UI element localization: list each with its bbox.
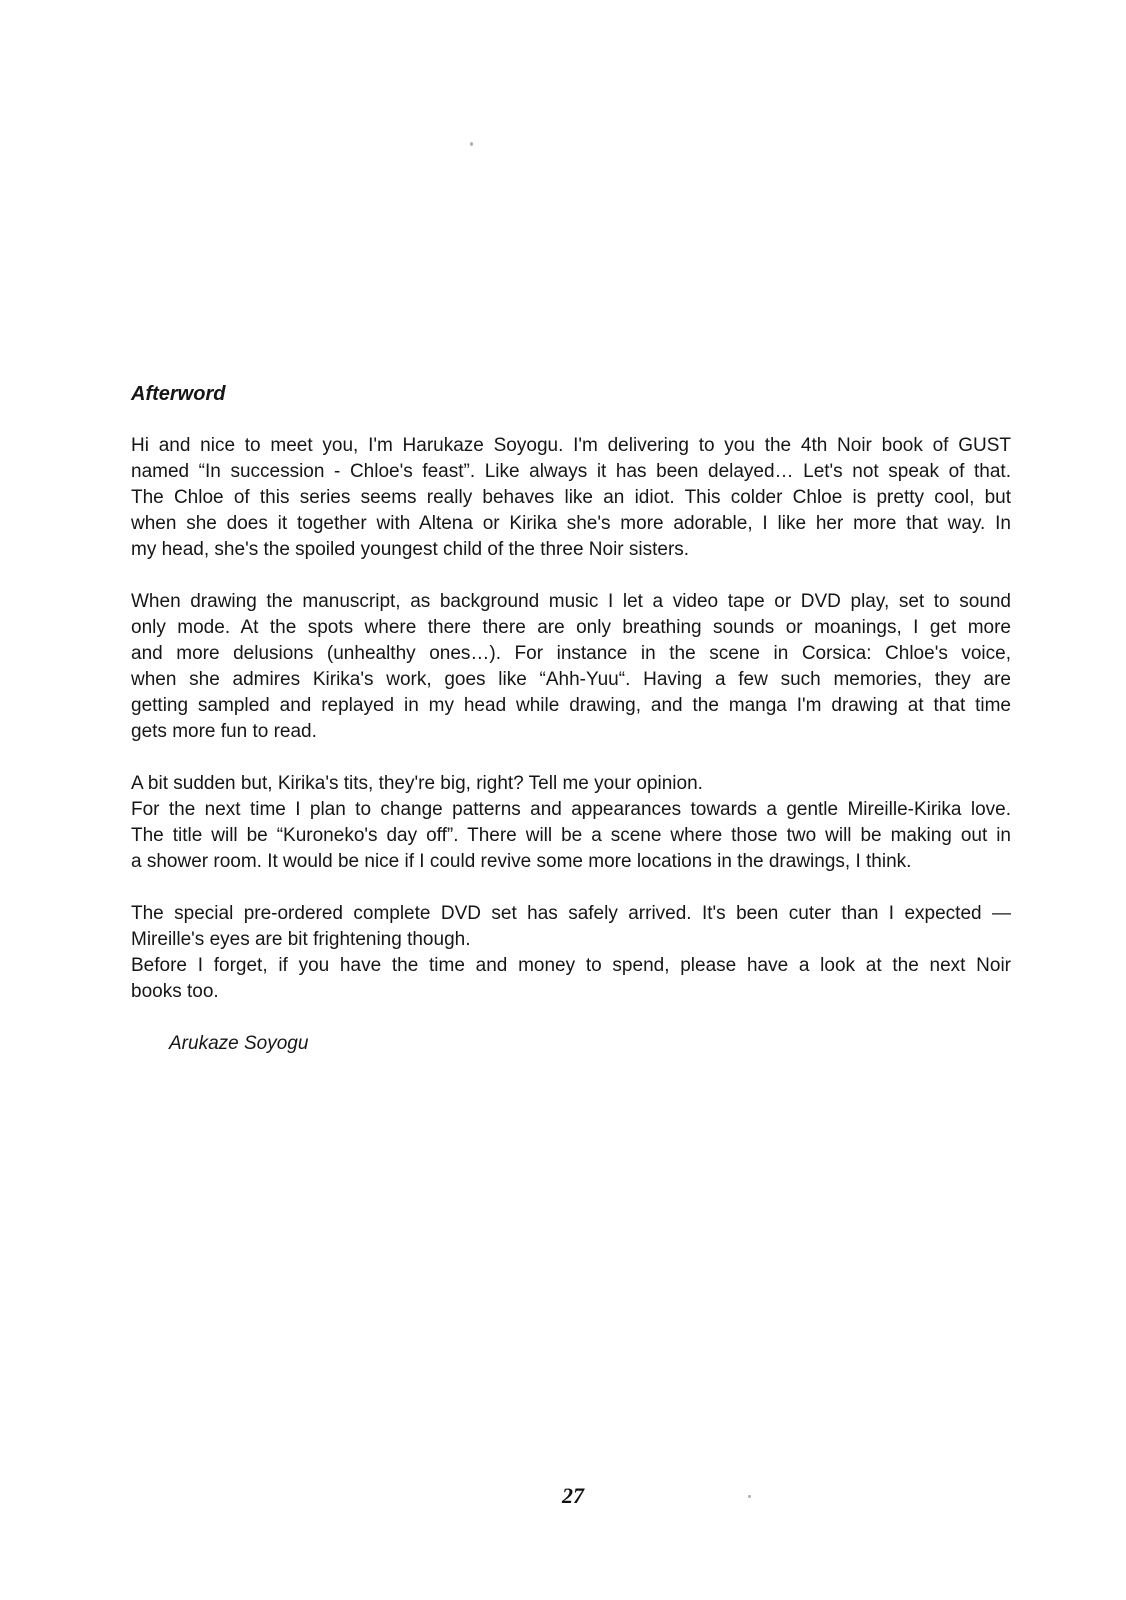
afterword-heading: Afterword [131,383,226,405]
text-line: when she admires Kirika's work, goes like “Ahh-Yuu“. Having a few such memories, they are [131,669,1011,690]
scan-speck [748,1495,751,1498]
text-line: a shower room. It would be nice if I could revive some more locations in the drawings, I think. [131,851,912,872]
text-line: named “In succession - Chloe's feast”. Like always it has been delayed… Let's not speak of that. [131,461,1011,482]
page-number-value: 27 [562,1483,584,1508]
paragraph [131,589,1011,745]
text-line: only mode. At the spots where there there are only breathing sounds or moanings, I get more [131,617,1011,638]
text-line: For the next time I plan to change patterns and appearances towards a gentle Mireille-Kirika love. [131,799,1011,820]
text-line: getting sampled and replayed in my head while drawing, and the manga I'm drawing at that time [131,695,1011,716]
author-signature: Arukaze Soyogu [169,1033,309,1054]
text-line: Mireille's eyes are bit frightening though. [131,929,471,950]
scan-speck [470,142,473,146]
paragraph [131,901,1011,1005]
afterword-content [131,381,1011,1057]
text-line: Hi and nice to meet you, I'm Harukaze Soyogu. I'm delivering to you the 4th Noir book of GUST [131,435,1011,456]
text-line: Before I forget, if you have the time and money to spend, please have a look at the next Noir [131,955,1011,976]
page-number [0,1484,1126,1508]
text-line: my head, she's the spoiled youngest child of the three Noir sisters. [131,539,690,560]
text-line: when she does it together with Altena or Kirika she's more adorable, I like her more that way. In [131,513,1011,534]
text-line: The Chloe of this series seems really behaves like an idiot. This colder Chloe is pretty cool, but [131,487,1011,508]
text-line: books too. [131,981,219,1002]
afterword-body [131,433,1011,1005]
paragraph [131,433,1011,563]
text-line: The title will be “Kuroneko's day off”. There will be a scene where those two will be making out in [131,825,1011,846]
text-line: gets more fun to read. [131,721,317,742]
text-line: The special pre-ordered complete DVD set has safely arrived. It's been cuter than I expected — [131,903,1011,924]
text-line: and more delusions (unhealthy ones…). For instance in the scene in Corsica: Chloe's voice, [131,643,1011,664]
paragraph [131,771,1011,875]
text-line: When drawing the manuscript, as background music I let a video tape or DVD play, set to sound [131,591,1011,612]
text-line: A bit sudden but, Kirika's tits, they're big, right? Tell me your opinion. [131,773,703,794]
